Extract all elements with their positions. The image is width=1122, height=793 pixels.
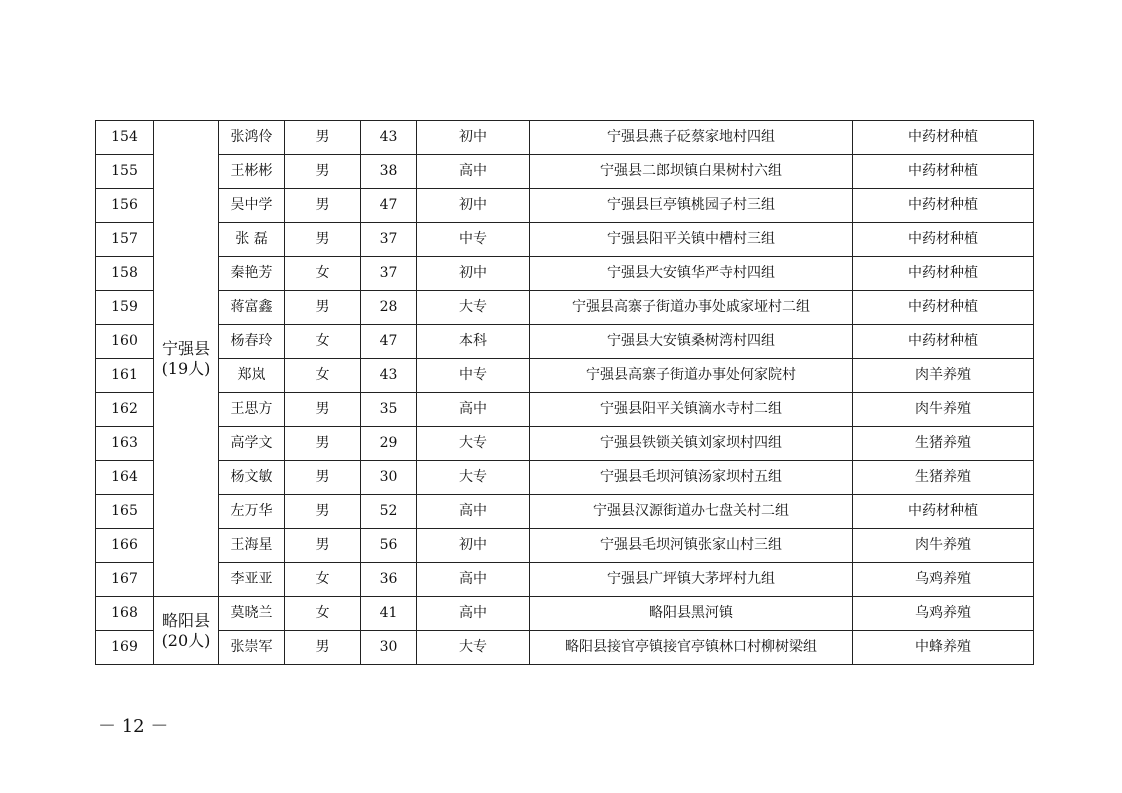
industry: 中药材种植 — [853, 291, 1034, 325]
education: 高中 — [417, 563, 530, 597]
sex: 男 — [285, 393, 361, 427]
age: 28 — [361, 291, 417, 325]
roster-table — [95, 120, 1034, 665]
industry: 中药材种植 — [853, 325, 1034, 359]
education: 大专 — [417, 291, 530, 325]
age: 35 — [361, 393, 417, 427]
education: 高中 — [417, 597, 530, 631]
county-name: 宁强县 — [161, 338, 210, 358]
roster-body — [96, 121, 1034, 665]
row-number: 158 — [96, 257, 154, 291]
age: 38 — [361, 155, 417, 189]
sex: 男 — [285, 427, 361, 461]
education: 大专 — [417, 631, 530, 665]
row-number: 164 — [96, 461, 154, 495]
row-number: 163 — [96, 427, 154, 461]
sex: 女 — [285, 359, 361, 393]
table-row — [96, 631, 1034, 665]
person-name: 秦艳芳 — [219, 257, 285, 291]
table-row — [96, 427, 1034, 461]
person-name: 高学文 — [219, 427, 285, 461]
education: 高中 — [417, 495, 530, 529]
address: 宁强县高寨子街道办事处戚家垭村二组 — [530, 291, 853, 325]
table-row — [96, 461, 1034, 495]
education: 高中 — [417, 393, 530, 427]
industry: 中蜂养殖 — [853, 631, 1034, 665]
table-row — [96, 563, 1034, 597]
address: 宁强县阳平关镇滴水寺村二组 — [530, 393, 853, 427]
industry: 乌鸡养殖 — [853, 563, 1034, 597]
education: 初中 — [417, 189, 530, 223]
table-row — [96, 291, 1034, 325]
industry: 肉牛养殖 — [853, 393, 1034, 427]
county-cell — [154, 121, 219, 597]
table-row — [96, 325, 1034, 359]
person-name: 杨春玲 — [219, 325, 285, 359]
education: 初中 — [417, 121, 530, 155]
education: 大专 — [417, 461, 530, 495]
address: 宁强县高寨子街道办事处何家院村 — [530, 359, 853, 393]
education: 初中 — [417, 529, 530, 563]
sex: 女 — [285, 257, 361, 291]
row-number: 160 — [96, 325, 154, 359]
table-row — [96, 597, 1034, 631]
address: 宁强县燕子砭蔡家地村四组 — [530, 121, 853, 155]
industry: 中药材种植 — [853, 155, 1034, 189]
county-cell — [154, 597, 219, 665]
row-number: 165 — [96, 495, 154, 529]
industry: 肉牛养殖 — [853, 529, 1034, 563]
row-number: 159 — [96, 291, 154, 325]
person-name: 左万华 — [219, 495, 285, 529]
sex: 男 — [285, 223, 361, 257]
page-number: － 12 － — [98, 716, 169, 737]
industry: 中药材种植 — [853, 121, 1034, 155]
row-number: 157 — [96, 223, 154, 257]
age: 47 — [361, 189, 417, 223]
person-name: 李亚亚 — [219, 563, 285, 597]
table-row — [96, 529, 1034, 563]
sex: 男 — [285, 189, 361, 223]
table-row — [96, 257, 1034, 291]
row-number: 167 — [96, 563, 154, 597]
industry: 生猪养殖 — [853, 461, 1034, 495]
age: 43 — [361, 121, 417, 155]
age: 47 — [361, 325, 417, 359]
address: 宁强县汉源街道办七盘关村二组 — [530, 495, 853, 529]
industry: 中药材种植 — [853, 495, 1034, 529]
table-row — [96, 495, 1034, 529]
person-name: 莫晓兰 — [219, 597, 285, 631]
address: 略阳县接官亭镇接官亭镇林口村柳树梁组 — [530, 631, 853, 665]
sex: 女 — [285, 597, 361, 631]
sex: 男 — [285, 631, 361, 665]
row-number: 161 — [96, 359, 154, 393]
address: 宁强县铁锁关镇刘家坝村四组 — [530, 427, 853, 461]
row-number: 154 — [96, 121, 154, 155]
row-number: 162 — [96, 393, 154, 427]
person-name: 郑岚 — [219, 359, 285, 393]
age: 43 — [361, 359, 417, 393]
sex: 女 — [285, 325, 361, 359]
person-name: 杨文敏 — [219, 461, 285, 495]
address: 略阳县黑河镇 — [530, 597, 853, 631]
table-row — [96, 393, 1034, 427]
person-name: 吴中学 — [219, 189, 285, 223]
person-name: 张鸿伶 — [219, 121, 285, 155]
address: 宁强县毛坝河镇汤家坝村五组 — [530, 461, 853, 495]
age: 30 — [361, 631, 417, 665]
county-name: 略阳县 — [161, 610, 210, 630]
education: 大专 — [417, 427, 530, 461]
industry: 中药材种植 — [853, 189, 1034, 223]
age: 36 — [361, 563, 417, 597]
education: 中专 — [417, 359, 530, 393]
education: 高中 — [417, 155, 530, 189]
person-name: 张 磊 — [219, 223, 285, 257]
county-count: (20人) — [161, 630, 211, 650]
row-number: 168 — [96, 597, 154, 631]
age: 30 — [361, 461, 417, 495]
address: 宁强县二郎坝镇白果树村六组 — [530, 155, 853, 189]
sex: 男 — [285, 291, 361, 325]
row-number: 156 — [96, 189, 154, 223]
education: 初中 — [417, 257, 530, 291]
industry: 中药材种植 — [853, 257, 1034, 291]
education: 中专 — [417, 223, 530, 257]
age: 37 — [361, 223, 417, 257]
sex: 男 — [285, 529, 361, 563]
age: 52 — [361, 495, 417, 529]
industry: 中药材种植 — [853, 223, 1034, 257]
sex: 男 — [285, 155, 361, 189]
sex: 男 — [285, 121, 361, 155]
address: 宁强县毛坝河镇张家山村三组 — [530, 529, 853, 563]
row-number: 155 — [96, 155, 154, 189]
person-name: 王海星 — [219, 529, 285, 563]
row-number: 169 — [96, 631, 154, 665]
table-row — [96, 189, 1034, 223]
address: 宁强县巨亭镇桃园子村三组 — [530, 189, 853, 223]
sex: 女 — [285, 563, 361, 597]
sex: 男 — [285, 495, 361, 529]
person-name: 王彬彬 — [219, 155, 285, 189]
row-number: 166 — [96, 529, 154, 563]
age: 56 — [361, 529, 417, 563]
education: 本科 — [417, 325, 530, 359]
county-count: (19人) — [161, 358, 211, 378]
person-name: 王思方 — [219, 393, 285, 427]
industry: 生猪养殖 — [853, 427, 1034, 461]
table-row — [96, 155, 1034, 189]
table-row — [96, 223, 1034, 257]
person-name: 张崇军 — [219, 631, 285, 665]
sex: 男 — [285, 461, 361, 495]
age: 29 — [361, 427, 417, 461]
industry: 肉羊养殖 — [853, 359, 1034, 393]
address: 宁强县广坪镇大茅坪村九组 — [530, 563, 853, 597]
industry: 乌鸡养殖 — [853, 597, 1034, 631]
table-row — [96, 121, 1034, 155]
person-name: 蒋富鑫 — [219, 291, 285, 325]
table-row — [96, 359, 1034, 393]
age: 37 — [361, 257, 417, 291]
age: 41 — [361, 597, 417, 631]
address: 宁强县阳平关镇中槽村三组 — [530, 223, 853, 257]
address: 宁强县大安镇桑树湾村四组 — [530, 325, 853, 359]
address: 宁强县大安镇华严寺村四组 — [530, 257, 853, 291]
